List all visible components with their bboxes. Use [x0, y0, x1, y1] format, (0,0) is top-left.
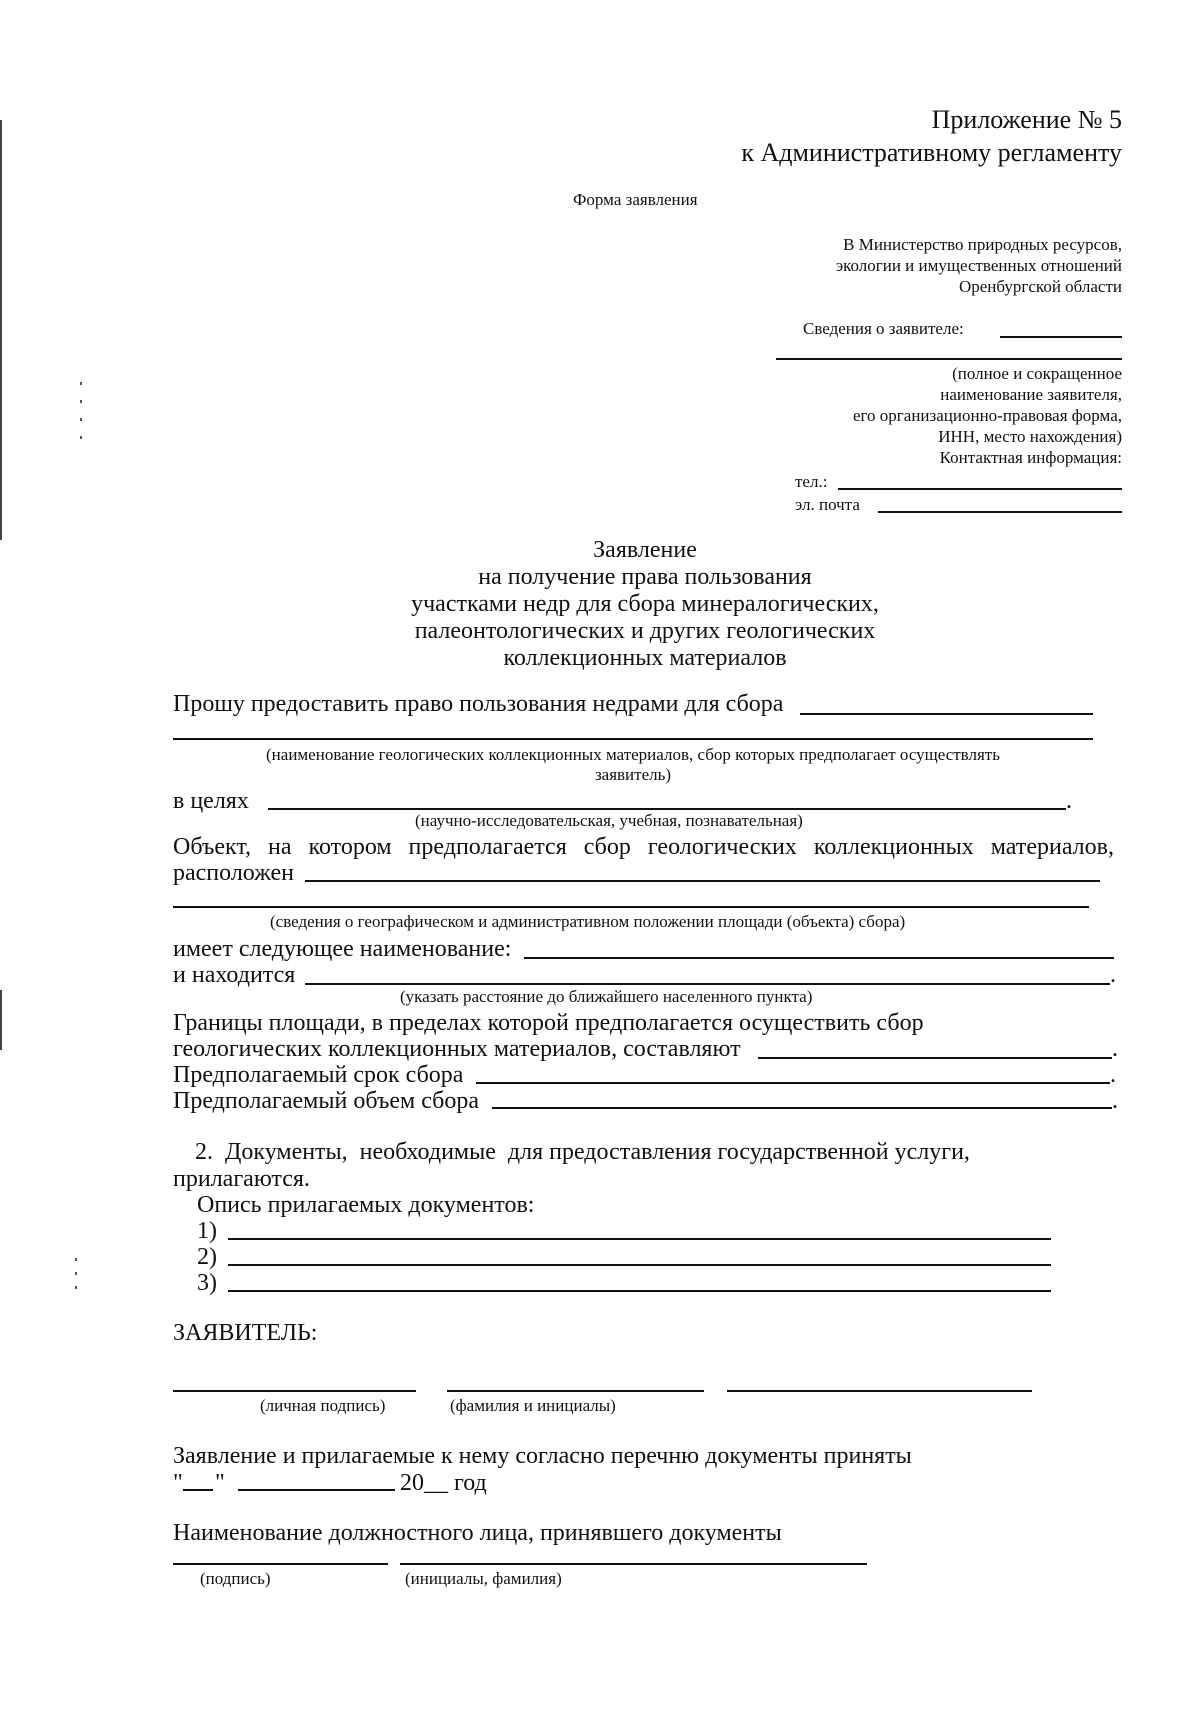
applicant-info-field-line2[interactable]: [776, 358, 1122, 360]
borders-field[interactable]: [758, 1057, 1112, 1059]
inventory-item-3-field[interactable]: [228, 1290, 1051, 1292]
date-quote-close: ": [215, 1470, 225, 1496]
form-label: Форма заявления: [573, 190, 698, 209]
title-line4: палеонтологических и других геологических: [414, 618, 876, 644]
scan-edge-line: [0, 990, 2, 1050]
applicant-info-label: Сведения о заявителе:: [803, 319, 964, 338]
date-month-field[interactable]: [238, 1489, 395, 1491]
contact-info-label: Контактная информация:: [939, 448, 1122, 467]
inventory-item-1-number: 1): [197, 1218, 217, 1244]
scan-dot: [80, 436, 82, 439]
scan-dot: [80, 418, 82, 421]
volume-label: Предполагаемый объем сбора: [173, 1088, 480, 1114]
volume-period: .: [1112, 1088, 1118, 1114]
personal-signature-hint: (личная подпись): [260, 1396, 386, 1415]
email-field[interactable]: [878, 511, 1122, 513]
materials-hint-line1: (наименование геологических коллекционных материалов, сбор которых предполагает осуществлять: [266, 745, 1000, 764]
object-line1: Объект, на котором предполагается сбор геологических коллекционных материалов,: [173, 834, 1114, 860]
term-period: .: [1110, 1062, 1116, 1088]
object-name-label: имеет следующее наименование:: [173, 936, 512, 962]
title-line5: коллекционных материалов: [503, 645, 787, 671]
scan-dot: [80, 400, 82, 403]
addressee-line3: Оренбургской области: [958, 277, 1122, 296]
docs-line1: 2. Документы, необходимые для предоставления государственной услуги,: [195, 1139, 970, 1165]
located-field[interactable]: [305, 983, 1110, 985]
purpose-hint: (научно-исследовательская, учебная, познавательная): [415, 811, 803, 830]
sign-hint: (подпись): [200, 1569, 271, 1588]
borders-period: .: [1112, 1036, 1118, 1062]
addressee-line1: В Министерство природных ресурсов,: [843, 235, 1122, 254]
scan-dot: [75, 1258, 77, 1261]
addressee-line2: экологии и имущественных отношений: [835, 256, 1122, 275]
accepted-line: Заявление и прилагаемые к нему согласно перечню документы приняты: [173, 1443, 912, 1469]
inventory-item-2-field[interactable]: [228, 1264, 1051, 1266]
date-day-field[interactable]: [183, 1489, 213, 1491]
located-period: .: [1110, 962, 1116, 988]
title-line2: на получение права пользования: [478, 564, 812, 590]
extra-field[interactable]: [727, 1390, 1032, 1392]
applicant-hint-line2: наименование заявителя,: [940, 385, 1122, 404]
date-quote-open: ": [173, 1470, 183, 1496]
location-field[interactable]: [305, 880, 1100, 882]
applicant-hint-line1: (полное и сокращенное: [952, 364, 1122, 383]
borders-line1: Границы площади, в пределах которой предполагается осуществить сбор: [173, 1010, 924, 1036]
inventory-item-1-field[interactable]: [228, 1238, 1051, 1240]
object-line2: расположен: [173, 860, 294, 886]
email-label: эл. почта: [795, 495, 860, 514]
purpose-field[interactable]: [268, 808, 1066, 810]
materials-field[interactable]: [800, 713, 1093, 715]
materials-field-line2[interactable]: [173, 738, 1093, 740]
object-name-field[interactable]: [524, 957, 1114, 959]
official-initials-field[interactable]: [400, 1563, 867, 1565]
materials-hint-line2: заявитель): [594, 765, 672, 784]
borders-line2: геологических коллекционных материалов, составляют: [173, 1036, 741, 1062]
scan-dot: [75, 1272, 77, 1275]
distance-hint: (указать расстояние до ближайшего населенного пункта): [400, 987, 813, 1006]
term-label: Предполагаемый срок сбора: [173, 1062, 464, 1088]
inventory-label: Опись прилагаемых документов:: [197, 1192, 535, 1218]
geo-hint: (сведения о географическом и административном положении площади (объекта) сбора): [270, 912, 906, 931]
purpose-period: .: [1066, 788, 1072, 814]
applicant-hint-line3: его организационно-правовая форма,: [852, 406, 1122, 425]
scan-dot: [75, 1286, 77, 1289]
title-line1: Заявление: [593, 537, 697, 563]
applicant-info-field[interactable]: [1000, 336, 1122, 338]
scan-edge-line: [0, 120, 2, 540]
initials-hint: (инициалы, фамилия): [405, 1569, 562, 1588]
appendix-regulation: к Административному регламенту: [741, 138, 1122, 167]
title-line3: участками недр для сбора минералогических,: [411, 591, 879, 617]
purpose-label: в целях: [173, 788, 249, 814]
official-label: Наименование должностного лица, принявшего документы: [173, 1520, 782, 1546]
located-label: и находится: [173, 962, 296, 988]
inventory-item-2-number: 2): [197, 1244, 217, 1270]
volume-field[interactable]: [492, 1107, 1112, 1109]
applicant-label: ЗАЯВИТЕЛЬ:: [173, 1320, 318, 1346]
applicant-hint-line4: ИНН, место нахождения): [938, 427, 1122, 446]
appendix-number: Приложение № 5: [931, 105, 1122, 134]
phone-label: тел.:: [795, 472, 828, 491]
term-field[interactable]: [476, 1082, 1110, 1084]
signature-field[interactable]: [173, 1390, 416, 1392]
scan-dot: [80, 382, 82, 385]
request-text: Прошу предоставить право пользования недрами для сбора: [173, 691, 784, 717]
name-initials-hint: (фамилия и инициалы): [450, 1396, 616, 1415]
docs-line2: прилагаются.: [173, 1166, 310, 1192]
phone-field[interactable]: [838, 488, 1122, 490]
date-year: 20__ год: [400, 1470, 487, 1496]
inventory-item-3-number: 3): [197, 1270, 217, 1296]
official-signature-field[interactable]: [173, 1563, 388, 1565]
location-field-line2[interactable]: [173, 906, 1089, 908]
name-initials-field[interactable]: [447, 1390, 704, 1392]
